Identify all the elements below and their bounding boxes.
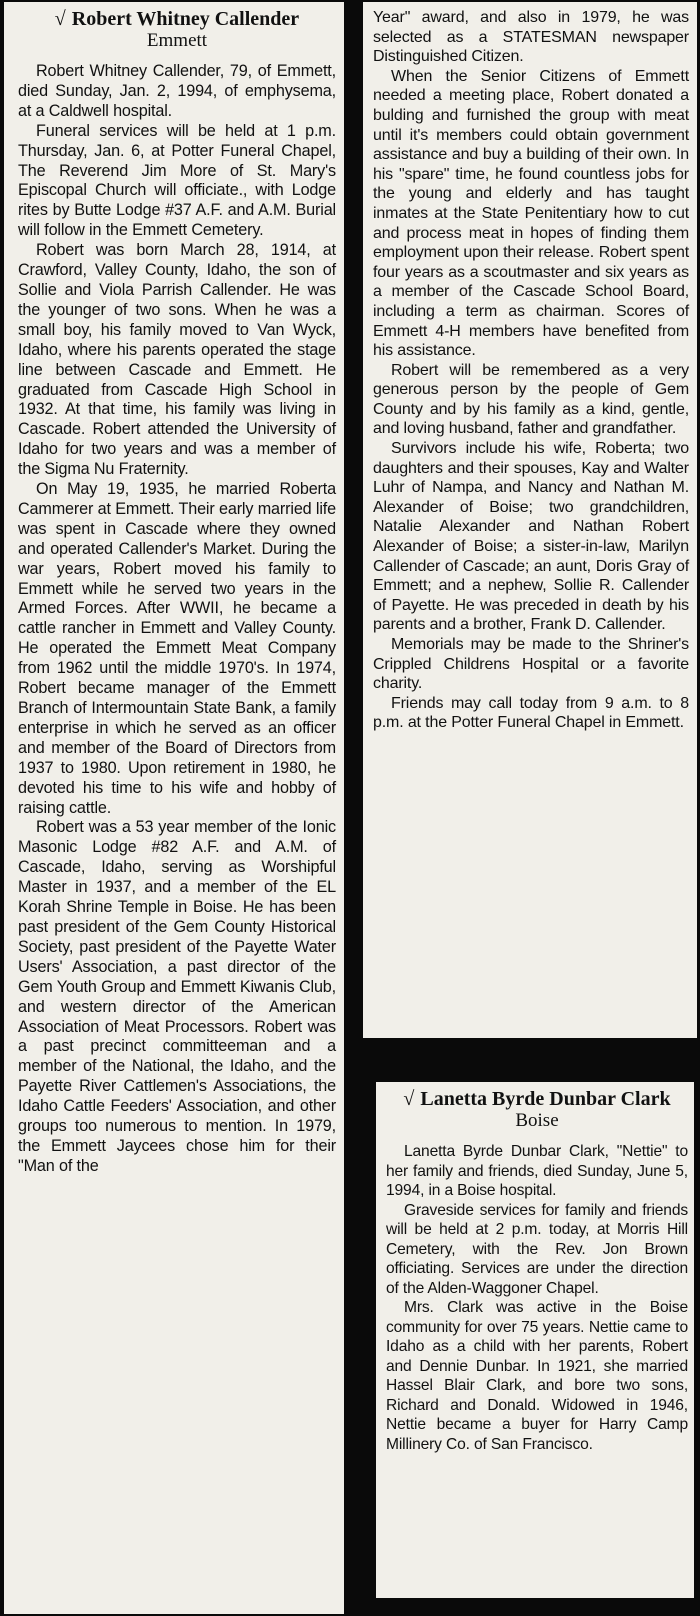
paragraph: Graveside services for family and friends will be held at 2 p.m. today, at Morris Hill Cemetery, with the Rev. Jon Brown officiating. Services are under the direction of the Alden-Waggoner Chapel. — [386, 1201, 688, 1297]
checkmark-icon: √ — [54, 8, 66, 30]
clark-clipping — [376, 1082, 694, 1598]
paragraph-continuation: Year" award, and also in 1979, he was selected as a STATESMAN newspaper Distinguished Citizen. — [373, 9, 689, 66]
callender-body-left — [18, 62, 336, 1177]
paragraph: Funeral services will be held at 1 p.m. Thursday, Jan. 6, at Potter Funeral Chapel, The Reverend Jim More of St. Mary's Episcopal Church will officiate., with Lodge rites by Butte Lodge #37 A.F. and A.M. Burial will follow in the Emmett Cemetery. — [18, 121, 336, 240]
clark-headline — [386, 1088, 688, 1110]
paragraph: Robert Whitney Callender, 79, of Emmett, died Sunday, Jan. 2, 1994, of emphysema, at a Caldwell hospital. — [18, 62, 336, 120]
callender-clipping-right — [363, 2, 697, 1038]
clark-name: Lanetta Byrde Dunbar Clark — [420, 1088, 671, 1110]
paragraph: Mrs. Clark was active in the Boise community for over 75 years. Nettie came to Idaho as a child with her parents, Robert and Dennie Dunbar. In 1921, she married Hassel Blair Clark, and bore two sons, Richard and Donald. Widowed in 1946, Nettie became a buyer for Harry Camp Millinery Co. of San Francisco. — [386, 1299, 688, 1453]
callender-headline — [18, 8, 336, 30]
checkmark-icon: √ — [403, 1088, 415, 1110]
paragraph: Robert will be remembered as a very generous person by the people of Gem County and by his family as a kind, gentle, and loving husband, father and grandfather. — [373, 361, 689, 438]
paragraph: Robert was a 53 year member of the Ionic Masonic Lodge #82 A.F. and A.M. of Cascade, Idaho, serving as Worshipful Master in 1937, and a member of the EL Korah Shrine Temple in Boise. He has been past president of the Gem County Historical Society, past president of the Payette Water Users' Association, a past director of the Gem Youth Group and Emmett Kiwanis Club, and western director of the American Association of Meat Processors. Robert was a past precinct committeeman and a member of the National, the Idaho, and the Payette River Cattlemen's Associations, the Idaho Cattle Feeders' Association, and other groups too numerous to mention. In 1979, the Emmett Jaycees chose him for their "Man of the — [18, 818, 336, 1175]
callender-name: Robert Whitney Callender — [71, 8, 300, 30]
callender-clipping-left — [4, 2, 344, 1614]
paragraph: When the Senior Citizens of Emmett needed a meeting place, Robert donated a bulding and furnished the group with meat until it's members could obtain government assistance and buy a building of their own. In his "spare" time, he found countless jobs for the young and elderly and has taught inmates at the State Penitentiary how to cut and process meat in hopes of finding them employment upon their release. Robert spent four years as a scoutmaster and six years as a member of the Cascade School Board, including a term as chairman. Scores of Emmett 4-H members have benefited from his assistance. — [373, 67, 689, 360]
paragraph: Memorials may be made to the Shriner's Crippled Childrens Hospital or a favorite charity. — [373, 636, 689, 693]
paragraph: Friends may call today from 9 a.m. to 8 p.m. at the Potter Funeral Chapel in Emmett. — [373, 694, 689, 732]
clark-body — [386, 1142, 688, 1454]
callender-body-right — [373, 8, 689, 733]
paragraph: Robert was born March 28, 1914, at Crawford, Valley County, Idaho, the son of Sollie and Viola Parrish Callender. He was the younger of two sons. When he was a small boy, his family moved to Van Wyck, Idaho, where his parents operated the stage line between Cascade and Emmett. He graduated from Cascade High School in 1932. At that time, his family was living in Cascade. Robert attended the University of Idaho for two years and was a member of the Sigma Nu Fraternity. — [18, 241, 336, 479]
callender-place: Emmett — [146, 30, 208, 51]
paragraph: Survivors include his wife, Roberta; two daughters and their spouses, Kay and Walter Luhr of Nampa, and Nancy and Nathan M. Alexander of Boise; two grandchildren, Natalie Alexander and Nathan Robert Alexander of Boise; a sister-in-law, Marilyn Callender of Cascade; an aunt, Doris Gray of Emmett; and a nephew, Sollie R. Callender of Payette. He was preceded in death by his parents and a brother, Frank D. Callender. — [373, 440, 689, 634]
paragraph: Lanetta Byrde Dunbar Clark, "Nettie" to her family and friends, died Sunday, June 5, 1994, in a Boise hospital. — [386, 1143, 688, 1199]
paragraph: On May 19, 1935, he married Roberta Cammerer at Emmett. Their early married life was spent in Cascade where they owned and operated Callender's Market. During the war years, Robert moved his family to Emmett while he served two years in the Armed Forces. After WWII, he became a cattle rancher in Emmett and Valley County. He operated the Emmett Meat Company from 1962 until the middle 1970's. In 1974, Robert became manager of the Emmett Branch of Intermountain State Bank, a family enterprise in which he served as an officer and member of the Board of Directors from 1937 to 1980. Upon retirement in 1980, he devoted his time to his wife and hobby of raising cattle. — [18, 480, 336, 817]
clark-place: Boise — [515, 1110, 559, 1131]
